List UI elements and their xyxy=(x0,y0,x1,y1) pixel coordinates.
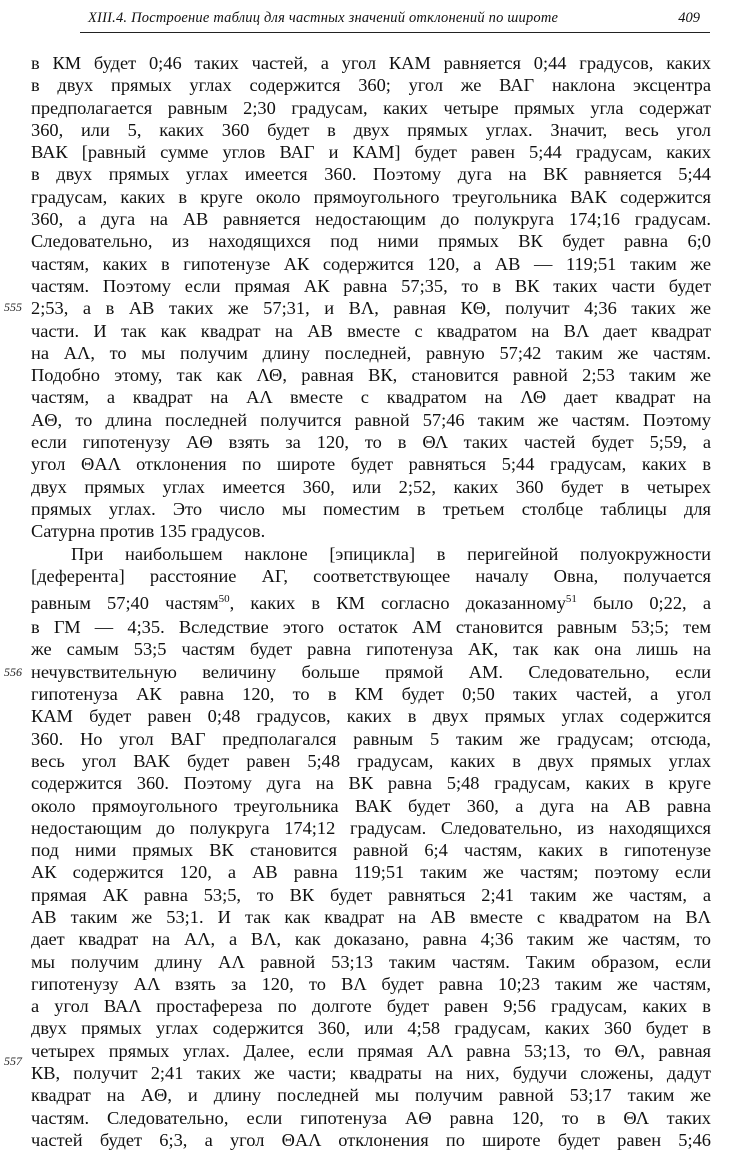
text-line: квадрат на АΘ, и длину последней мы получим равной 53;17 таким же xyxy=(31,1085,711,1106)
text-line: 360. Но угол ВАГ предполагался равным 5 таким же градусам; отсюда, xyxy=(31,728,711,749)
text-line: частям, каких в гипотенузе АК содержится 120, а АВ — 119;51 таким же xyxy=(31,253,711,274)
text-fragment: было 0;22, а xyxy=(576,593,711,614)
text-line: а угол ВАΛ простафереза по долготе будет равен 9;56 градусам, каких в xyxy=(31,996,711,1017)
text-line: АК содержится 120, а АВ равна 119;51 таким же частям; поэтому если xyxy=(31,862,711,883)
text-line: 360, а дуга на АВ равняется недостающим до полукруга 174;16 градусам. xyxy=(31,209,711,230)
text-line: двух прямых углах имеется 360, или 2;52, каких 360 будет в четырех xyxy=(31,476,711,497)
text-line: содержится 360. Поэтому дуга на ВК равна 5;48 градусам, каких в круге xyxy=(31,773,711,794)
page-number: 409 xyxy=(678,10,700,26)
footnote-ref: 50 xyxy=(218,593,230,605)
text-line: Подобно этому, так как ΛΘ, равная ВК, становится равной 2;53 таким же xyxy=(31,365,711,386)
text-line: под ними прямых ВК становится равной 6;4 частям, каких в гипотенузе xyxy=(31,840,711,861)
text-line: в двух прямых углах содержится 360; угол же ВАГ наклона эксцентра xyxy=(31,75,711,96)
text-line: мы получим длину АΛ равной 53;13 таким частям. Таким образом, если xyxy=(31,951,711,972)
text-line: частям. Следовательно, если гипотенуза АΘ равна 120, то в ΘΛ таких xyxy=(31,1107,711,1128)
margin-number: 555 xyxy=(4,300,22,314)
running-header xyxy=(80,10,710,33)
text-line: Сатурна против 135 градусов. xyxy=(31,521,266,542)
text-line: прямая АК равна 53;5, то ВК будет равняться 2;41 таким же частям, а xyxy=(31,884,711,905)
text-line: части. И так как квадрат на АВ вместе с квадратом на ВΛ дает квадрат xyxy=(31,320,711,341)
text-line: двух прямых углах содержится 360, или 4;58 градусам, каких 360 будет в xyxy=(31,1018,711,1039)
text-line: градусам, каких в круге около прямоугольного треугольника ВАК содержится xyxy=(31,186,711,207)
text-line: в двух прямых углах имеется 360. Поэтому дуга на ВК равняется 5;44 xyxy=(31,164,711,185)
text-line: если гипотенузу АΘ взять за 120, то в ΘΛ таких частей будет 5;59, а xyxy=(31,432,711,453)
margin-number: 556 xyxy=(4,665,22,679)
running-title: XIII.4. Построение таблиц для частных значений отклонений по широте xyxy=(88,10,559,26)
text-line: гипотенузу АΛ взять за 120, то ВΛ будет равна 10;23 таким же частям, xyxy=(31,973,711,994)
text-line: АΘ, то длина последней получится равной 57;46 таким же частям. Поэтому xyxy=(31,409,711,430)
text-line: АВ таким же 53;1. И так как квадрат на АВ вместе с квадратом на ВΛ xyxy=(31,906,711,927)
text-line: ВАК [равный сумме углов ВАГ и КАМ] будет равен 5;44 градусам, каких xyxy=(31,142,711,163)
margin-number: 557 xyxy=(4,1054,22,1068)
text-line: предполагается равным 2;30 градусам, каких четыре прямых угла содержат xyxy=(31,97,711,118)
text-line: около прямоугольного треугольника ВАК будет 360, а дуга на АВ равна xyxy=(31,795,711,816)
text-line: Следовательно, из находящихся под ними прямых ВК будет равна 6;0 xyxy=(31,231,711,252)
text-line-with-footnotes xyxy=(31,587,711,616)
text-line: недостающим до полукруга 174;12 градусам. Следовательно, из находящихся xyxy=(31,817,711,838)
text-fragment: , каких в КМ согласно доказанному xyxy=(229,593,566,614)
text-line: частям, а квадрат на АΛ вместе с квадратом на ΛΘ дает квадрат на xyxy=(31,387,711,408)
text-line: четырех прямых углах. Далее, если прямая АΛ равна 53;13, то ΘΛ, равная xyxy=(31,1040,711,1061)
text-line: частям. Поэтому если прямая АК равна 57;35, то в ВК таких части будет xyxy=(31,275,711,296)
text-line: дает квадрат на АΛ, а ВΛ, как доказано, равна 4;36 таким же частям, то xyxy=(31,929,711,950)
text-line: нечувствительную величину больше прямой АМ. Следовательно, если xyxy=(31,661,711,682)
text-line: на АΛ, то мы получим длину последней, равную 57;42 таким же частям. xyxy=(31,342,711,363)
text-line xyxy=(31,1151,711,1173)
text-line: [деферента] расстояние АГ, соответствующее началу Овна, получается xyxy=(31,565,711,586)
text-line: КВ, получит 2;41 таких же части; квадраты на них, будучи сложены, дадут xyxy=(31,1063,711,1084)
text-line: угол ΘАΛ отклонения по широте будет равняться 5;44 градусам, каких в xyxy=(31,454,711,475)
text-line: прямых углах. Это число мы поместим в третьем столбце таблицы для xyxy=(31,498,711,519)
text-line: же самым 53;5 частям будет равна гипотенуза АК, так как она лишь на xyxy=(31,639,711,660)
text-line: 2;53, а в АВ таких же 57;31, и ВΛ, равная КΘ, получит 4;36 таких же xyxy=(31,298,711,319)
text-line: 360, или 5, каких 360 будет в двух прямых углах. Значит, весь угол xyxy=(31,119,711,140)
text-line: гипотенуза АК равна 120, то в КМ будет 0;50 таких частей, а угол xyxy=(31,684,711,705)
page-body xyxy=(31,52,711,1174)
text-fragment: равным 57;40 частям xyxy=(31,593,219,614)
text-line: в ГМ — 4;35. Вследствие этого остаток АМ становится равным 53;5; тем xyxy=(31,617,711,638)
text-line: КАМ будет равен 0;48 градусов, каких в двух прямых углах содержится xyxy=(31,706,711,727)
text-line: При наибольшем наклоне [эпицикла] в перигейной полуокружности xyxy=(71,543,711,564)
footnote-ref: 51 xyxy=(565,593,577,605)
text-line: в КМ будет 0;46 таких частей, а угол КАМ равняется 0;44 градусов, каких xyxy=(31,53,711,73)
text-line: частей будет 6;3, а угол ΘАΛ отклонения по широте будет равен 5;46 xyxy=(31,1129,711,1150)
text-line: весь угол ВАК будет равен 5;48 градусам, каких в двух прямых углах xyxy=(31,750,711,771)
